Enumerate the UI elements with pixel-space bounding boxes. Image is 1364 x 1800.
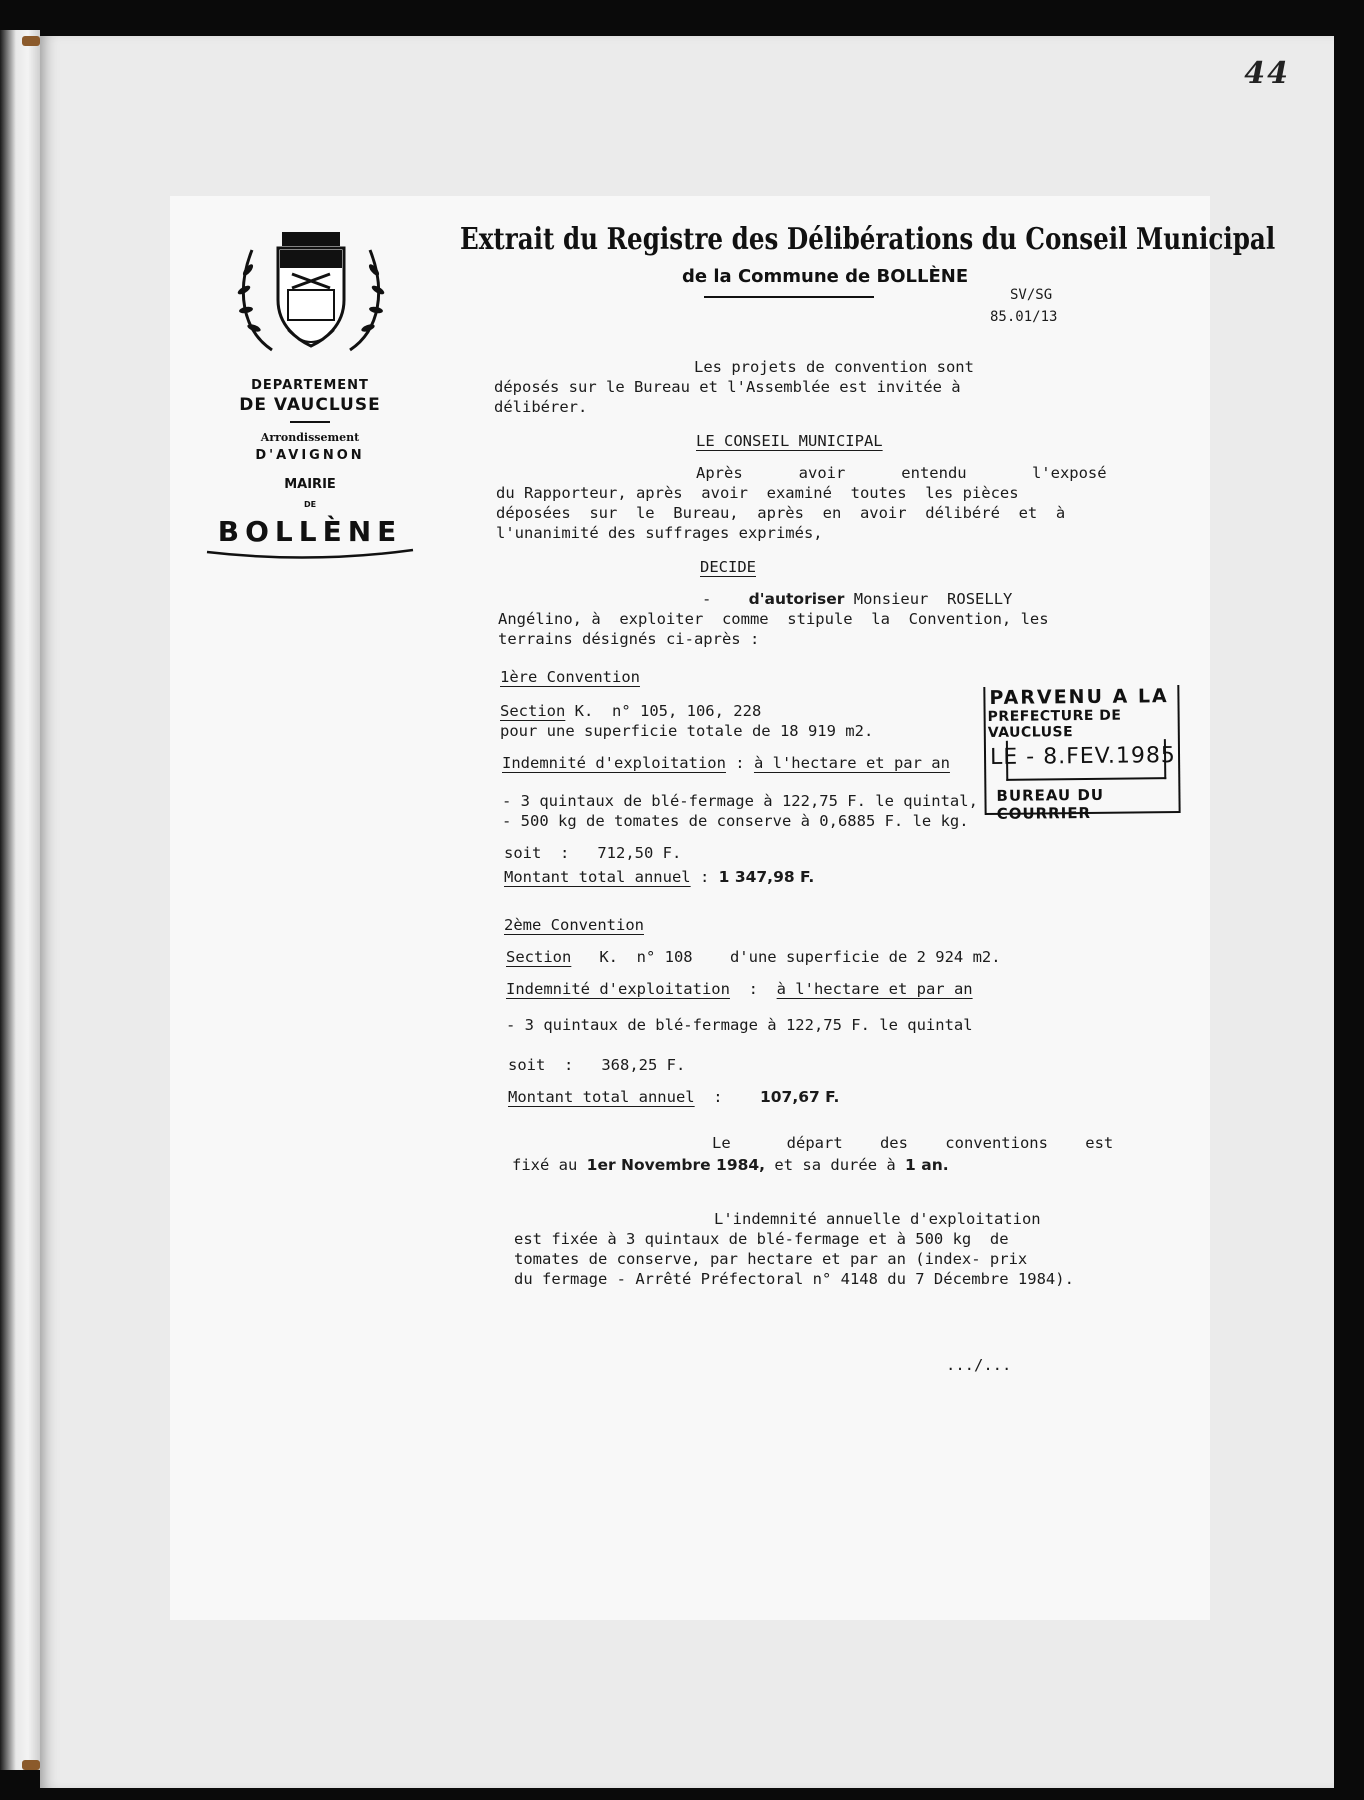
total-label: Montant total annuel [508,1088,695,1106]
section-line [506,948,1001,966]
document-subtitle: de la Commune de BOLLÈNE [682,266,969,287]
section-label: Section [506,948,572,966]
soit-line: soit : 368,25 F. [508,1056,686,1074]
soit-line: soit : 712,50 F. [504,844,682,862]
decide-heading: DECIDE [700,558,756,576]
binder-edge [0,30,40,1770]
total-line [504,868,814,886]
de-label: DE [303,500,317,509]
indemnity-separator: : [729,980,777,998]
annual-line: tomates de conserve, par hectare et par an (index- prix [514,1250,1028,1268]
surface-line: pour une superficie totale de 18 919 m2. [500,722,874,740]
indemnity-separator: : [725,754,754,772]
reference-line: SV/SG [1010,287,1053,303]
continued-marker: .../... [946,1356,1012,1374]
convention-heading: 1ère Convention [500,668,640,686]
town-name: BOLLÈNE [217,515,403,548]
document-body [170,196,1276,1620]
stamp-line: PARVENU A LA [989,685,1169,709]
deliberation-line: l'unanimité des suffrages exprimés, [496,524,823,542]
indemnity-line [506,980,973,998]
reception-stamp [983,685,1186,823]
section-line [500,702,761,720]
deliberation-line: Après avoir entendu l'exposé [696,464,1107,482]
department-name: DE VAUCLUSE [239,395,381,415]
mairie-label: MAIRIE [284,477,336,492]
total-value: 1 347,98 F. [718,868,815,886]
start-line: Le départ des conventions est [712,1134,1114,1152]
stamp-line: PREFECTURE DE VAUCLUSE [987,707,1122,742]
authorization-line: terrains désignés ci-après : [498,630,760,648]
indemnity-value: à l'hectare et par an [753,754,950,772]
indemnity-value: à l'hectare et par an [776,980,973,998]
authorization-line: Angélino, à exploiter comme stipule la Convention, les [498,610,1049,628]
indemnity-line [502,754,950,772]
stamp-date: LE - 8.FEV.1985 [989,743,1177,770]
duration: 1 an. [905,1156,949,1174]
start-text: fixé au [512,1156,587,1174]
dash: - [702,590,712,608]
section-value: K. n° 108 d'une superficie de 2 924 m2. [571,948,1001,966]
council-heading: LE CONSEIL MUNICIPAL [696,432,883,450]
annual-line: du fermage - Arrêté Préfectoral n° 4148 du 7 Décembre 1984). [514,1270,1074,1288]
page-number: 44 [1244,56,1290,91]
item-line: - 3 quintaux de blé-fermage à 122,75 F. le quintal [506,1016,973,1034]
indemnity-label: Indemnité d'exploitation [502,754,726,772]
binder-ring [22,36,40,46]
stamp-line: BUREAU DU COURRIER [996,785,1105,823]
total-separator: : [690,868,719,886]
binder-ring [22,1760,40,1770]
start-date: 1er Novembre 1984, [586,1156,766,1174]
arrondissement-name: D'AVIGNON [255,448,365,463]
department-label: DEPARTEMENT [251,378,369,393]
register-page [40,36,1334,1788]
arrondissement-label: Arrondissement [260,431,360,444]
annual-line: L'indemnité annuelle d'exploitation [714,1210,1041,1228]
total-label: Montant total annuel [504,868,691,886]
intro-line: déposés sur le Bureau et l'Assemblée est invitée à [494,378,961,396]
intro-line: délibérer. [494,398,588,416]
document-title: Extrait du Registre des Délibérations du Conseil Municipal [460,222,1276,257]
annual-line: est fixée à 3 quintaux de blé-fermage et à 500 kg de [514,1230,1009,1248]
section-label: Section [500,702,566,720]
start-line [512,1156,949,1174]
authorize-verb: d'autoriser [748,590,845,608]
deliberation-line: du Rapporteur, après avoir examiné toutes les pièces [496,484,1019,502]
total-separator: : [694,1088,760,1106]
section-value: K. n° 105, 106, 228 [565,702,762,720]
total-line [508,1088,839,1106]
indemnity-label: Indemnité d'exploitation [506,980,730,998]
convention-heading: 2ème Convention [504,916,644,934]
reference-line: 85.01/13 [990,309,1058,325]
total-value: 107,67 F. [759,1088,840,1106]
deliberation-line: déposées sur le Bureau, après en avoir délibéré et à [496,504,1066,522]
document-sheet [170,196,1276,1620]
authorization-line [702,590,1012,608]
stamp-frame [983,687,986,813]
start-text: et sa durée à [765,1156,906,1174]
item-line: - 3 quintaux de blé-fermage à 122,75 F. le quintal, [502,792,978,810]
authorization-rest: Monsieur ROSELLY [844,590,1013,608]
intro-line: Les projets de convention sont [694,358,974,376]
item-line: - 500 kg de tomates de conserve à 0,6885 F. le kg. [502,812,969,830]
